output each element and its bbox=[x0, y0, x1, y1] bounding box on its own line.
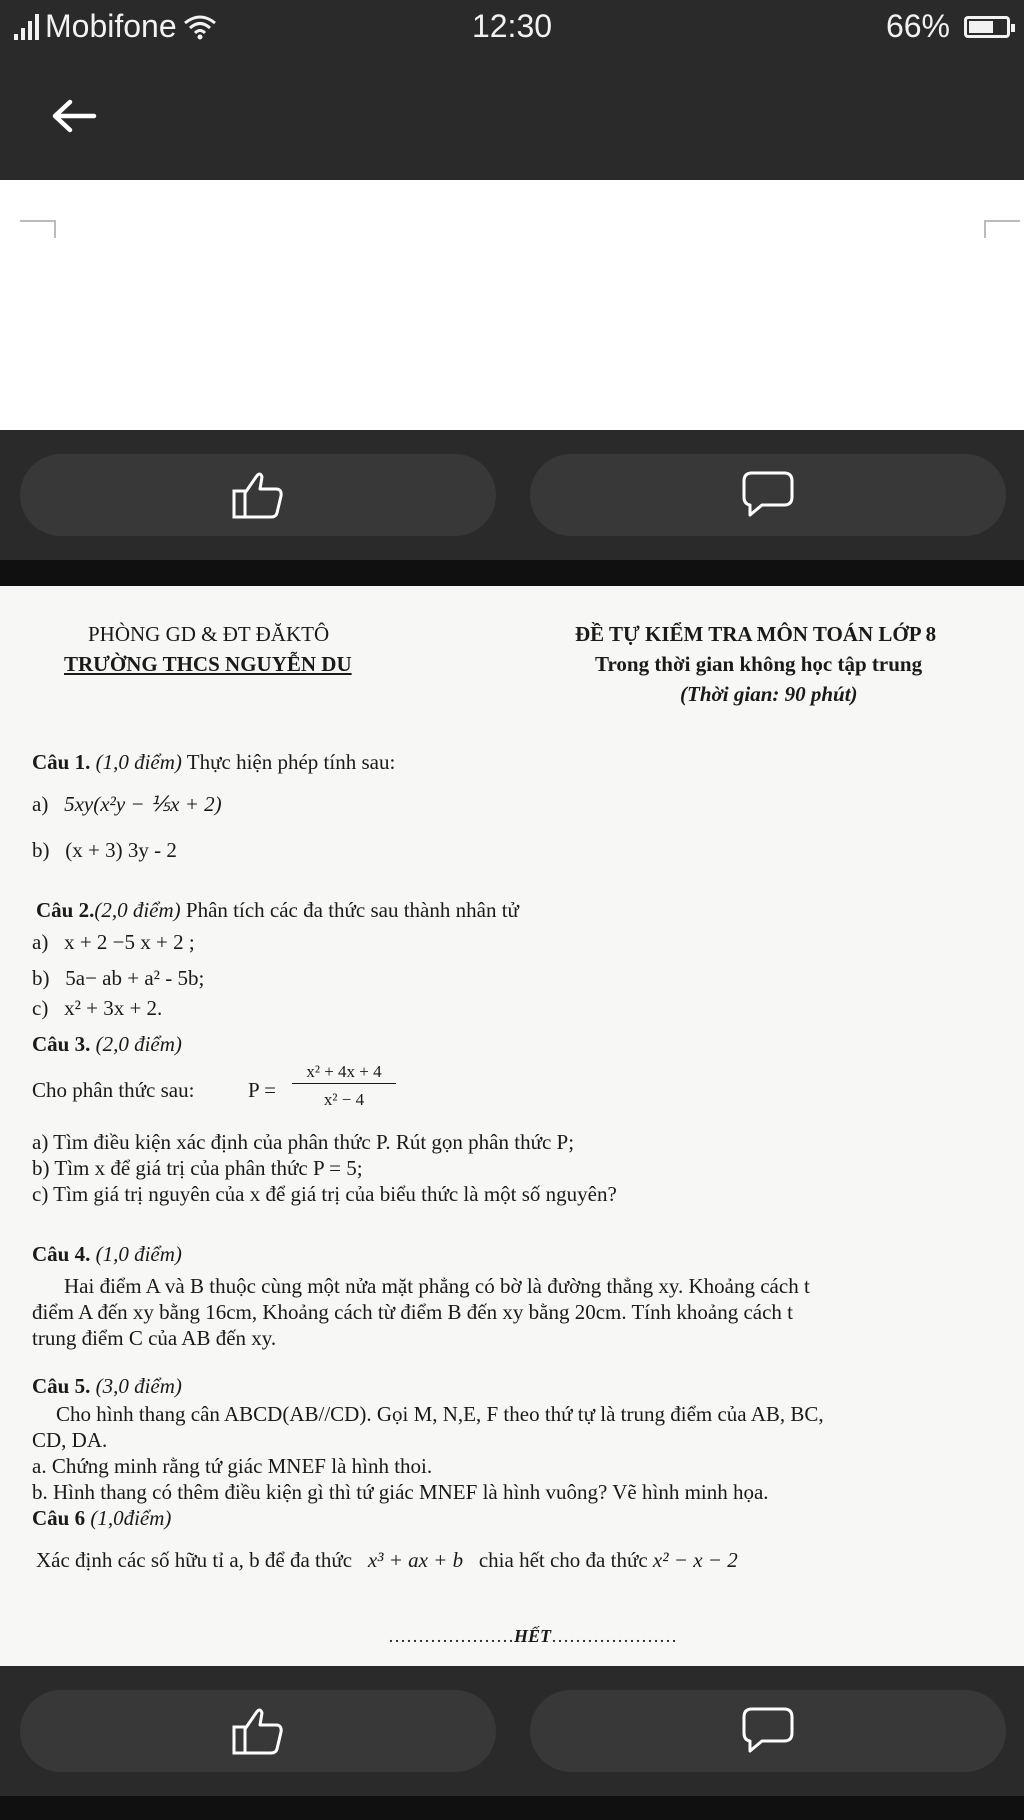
q3-a: a) Tìm điều kiện xác định của phân thức P. Rút gọn phân thức P; bbox=[32, 1130, 575, 1154]
thumbs-up-icon bbox=[230, 1705, 286, 1757]
q3-c: c) Tìm giá trị nguyên của x để giá trị của biểu thức là một số nguyên? bbox=[32, 1182, 617, 1206]
q5-b: b. Hình thang có thêm điều kiện gì thì tứ giác MNEF là hình vuông? Vẽ hình minh họa. bbox=[32, 1480, 769, 1504]
back-button[interactable] bbox=[48, 96, 98, 136]
school-name: TRƯỜNG THCS NGUYỄN DU bbox=[64, 652, 352, 676]
app-header bbox=[0, 56, 1024, 180]
photo-frame-corner bbox=[984, 220, 1020, 238]
q4-line1: Hai điểm A và B thuộc cùng một nửa mặt phẳng có bờ là đường thẳng xy. Khoảng cách t bbox=[64, 1274, 810, 1298]
comment-icon bbox=[740, 1705, 796, 1757]
q5-line2: CD, DA. bbox=[32, 1428, 108, 1452]
clock: 12:30 bbox=[471, 8, 553, 44]
q2-heading: Câu 2.(2,0 điểm) Phân tích các đa thức sau thành nhân tử bbox=[36, 898, 519, 922]
separator bbox=[0, 560, 1024, 586]
post-content-area bbox=[0, 180, 1024, 430]
q1-heading: Câu 1. (1,0 điểm) Thực hiện phép tính sau: bbox=[32, 750, 396, 774]
q6-text: Xác định các số hữu tỉ a, b để đa thức x³ + ax + b chia hết cho đa thức x² − x − 2 bbox=[36, 1548, 738, 1572]
action-bar bbox=[0, 430, 1024, 560]
q1-b: b) (x + 3) 3y - 2 bbox=[32, 838, 177, 862]
q1-a: a) 5xy(x²y − ⅕x + 2) bbox=[32, 792, 222, 816]
exam-title: ĐỀ TỰ KIỂM TRA MÔN TOÁN LỚP 8 bbox=[575, 622, 937, 646]
q5-line1: Cho hình thang cân ABCD(AB//CD). Gọi M, N,E, F theo thứ tự là trung điểm của AB, BC, bbox=[56, 1402, 824, 1426]
exam-document bbox=[0, 586, 1024, 1666]
status-bar bbox=[0, 0, 1024, 56]
q2-b: b) 5a− ab + a² - 5b; bbox=[32, 966, 205, 990]
q3-b: b) Tìm x để giá trị của phân thức P = 5; bbox=[32, 1156, 363, 1180]
q3-numerator: x² + 4x + 4 bbox=[292, 1062, 396, 1084]
like-button[interactable] bbox=[20, 1690, 496, 1772]
battery-icon bbox=[964, 16, 1010, 38]
comment-button[interactable] bbox=[530, 454, 1006, 536]
school-dept: PHÒNG GD & ĐT ĐĂKTÔ bbox=[88, 622, 330, 646]
q5-heading: Câu 5. (3,0 điểm) bbox=[32, 1374, 182, 1398]
carrier-label: Mobifone bbox=[45, 8, 177, 44]
q6-heading: Câu 6 (1,0điểm) bbox=[32, 1506, 172, 1530]
q5-a: a. Chứng minh rằng tứ giác MNEF là hình thoi. bbox=[32, 1454, 433, 1478]
comment-icon bbox=[740, 469, 796, 521]
q3-formula-lhs: P = bbox=[248, 1078, 276, 1102]
like-button[interactable] bbox=[20, 454, 496, 536]
q2-c: c) x² + 3x + 2. bbox=[32, 996, 163, 1020]
photo-frame-corner bbox=[20, 220, 56, 238]
bottom-strip bbox=[0, 1796, 1024, 1820]
q4-line3: trung điểm C của AB đến xy. bbox=[32, 1326, 277, 1350]
q3-intro: Cho phân thức sau: bbox=[32, 1078, 195, 1102]
exam-subtitle: Trong thời gian không học tập trung bbox=[595, 652, 923, 676]
q4-heading: Câu 4. (1,0 điểm) bbox=[32, 1242, 182, 1266]
action-bar bbox=[0, 1666, 1024, 1796]
q4-line2: điểm A đến xy bằng 16cm, Khoảng cách từ điểm B đến xy bằng 20cm. Tính khoảng cách t bbox=[32, 1300, 793, 1324]
thumbs-up-icon bbox=[230, 469, 286, 521]
q3-heading: Câu 3. (2,0 điểm) bbox=[32, 1032, 182, 1056]
exam-time: (Thời gian: 90 phút) bbox=[680, 682, 858, 706]
comment-button[interactable] bbox=[530, 1690, 1006, 1772]
battery-percent: 66% bbox=[885, 8, 950, 44]
end-marker: …………………HẾT………………… bbox=[388, 1626, 678, 1646]
q3-denominator: x² − 4 bbox=[323, 1090, 365, 1109]
q2-a: a) x + 2 −5 x + 2 ; bbox=[32, 930, 195, 954]
